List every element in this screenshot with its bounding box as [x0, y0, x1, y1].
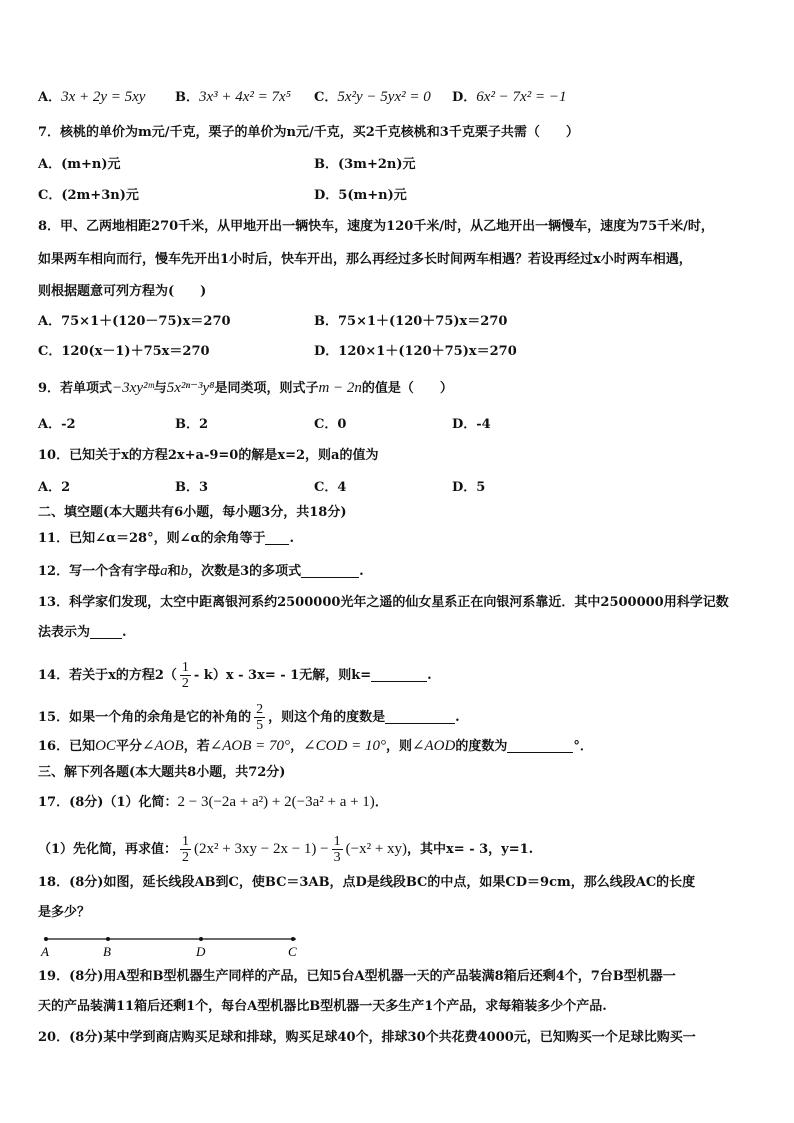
- q8-option-c: C．120(x－1)＋75x＝270: [38, 344, 210, 359]
- q17-expression: 2 − 3(−2a + a²) + 2(−3a² + a + 1): [177, 794, 375, 810]
- q19-line1: 19．(8分)用A型和B型机器生产同样的产品，已知5台A型机器一天的产品装满8箱后还剩4个，7台B型机器一: [38, 969, 676, 984]
- q18-line-segment-figure: [36, 928, 336, 958]
- q16-answer-blank: [507, 738, 573, 753]
- option-a-math: 3x + 2y = 5xy: [61, 89, 146, 105]
- q13-line2: 法表示为 .: [38, 625, 127, 640]
- q15-answer-blank: [385, 709, 455, 724]
- q8-line1: 8．甲、乙两地相距270千米，从甲地开出一辆快车，速度为120千米/时，从乙地开出一辆慢车，速度为75千米/时，: [38, 219, 714, 234]
- q9-monomial-2: 5x²ⁿ⁻³y⁸: [166, 380, 215, 396]
- q7-option-c: C．(2m+3n)元: [38, 188, 139, 203]
- q9-option-b: B．2: [175, 417, 209, 432]
- q9-expression: m − 2n: [318, 380, 362, 396]
- section-2-heading: 二、填空题(本大题共有6小题，每小题3分，共18分): [38, 505, 347, 520]
- q9-option-c: C．0: [314, 417, 347, 432]
- q7-option-d: D．5(m+n)元: [314, 188, 407, 203]
- q7-option-a: A．(m+n)元: [38, 157, 121, 172]
- q7-stem: 7．核桃的单价为m元/千克，栗子的单价为n元/千克，买2千克核桃和3千克栗子共需（ ）: [38, 125, 579, 140]
- section-3-heading: 三、解下列各题(本大题共8小题，共72分): [38, 765, 286, 780]
- q20-line1: 20．(8分)某中学到商店购买足球和排球，购买足球40个，排球30个共花费4000元，已知购买一个足球比购买一: [38, 1030, 696, 1045]
- point-c-dot: [291, 937, 295, 941]
- q9-monomial-1: −3xy²ᵐ: [112, 380, 154, 396]
- q13-line1: 13．科学家们发现，太空中距离银河系约2500000光年之遥的仙女星系正在向银河系靠近．其中2500000用科学记数: [38, 595, 729, 610]
- point-a-label: A: [41, 944, 49, 958]
- q8-option-b: B．75×1＋(120＋75)x＝270: [314, 314, 508, 329]
- q12: 12．写一个含有字母a和b，次数是3的多项式 .: [38, 563, 364, 579]
- q16: 16．已知OC平分∠AOB，若∠AOB = 70°，∠COD = 10°，则∠AOD的度数为 °．: [38, 738, 593, 754]
- q8-line3: 则根据题意可列方程为( ): [38, 284, 207, 299]
- option-d: D．6x² − 7x² = −1: [452, 89, 567, 105]
- q10-option-b: B．3: [175, 480, 209, 495]
- q12-answer-blank: [301, 563, 359, 578]
- q15: 15．如果一个角的余角是它的补角的 $\frac{2}{5}$ ，则这个角的度数是 .: [38, 702, 460, 733]
- q11-answer-blank: [265, 530, 289, 545]
- q15-fraction: $\frac{2}{5}$: [256, 702, 264, 733]
- q10-option-a: A．2: [38, 480, 71, 495]
- point-b-label: B: [103, 944, 111, 958]
- q10-stem: 10．已知关于x的方程2x+a-9=0的解是x=2，则a的值为: [38, 448, 379, 463]
- option-c-math: 5x²y − 5yx² = 0: [337, 89, 431, 105]
- q14-answer-blank: [371, 667, 427, 682]
- option-c: C．5x²y − 5yx² = 0: [314, 89, 431, 105]
- q8-line2: 如果两车相向而行，慢车先开出1小时后，快车开出，那么再经过多长时间两车相遇？若设再经过x小时两车相遇，: [38, 252, 692, 267]
- q18-line2: 是多少？: [38, 905, 91, 920]
- point-a-dot: [44, 937, 48, 941]
- point-b-dot: [106, 937, 110, 941]
- q9-option-a: A．-2: [38, 417, 76, 432]
- q8-option-d: D．120×1＋(120＋75)x＝270: [314, 344, 517, 359]
- q13-answer-blank: [90, 624, 122, 639]
- point-c-label: C: [288, 944, 297, 958]
- q11: 11．已知∠α＝28°，则∠α的余角等于 .: [38, 531, 295, 546]
- q7-option-b: B．(3m+2n)元: [314, 157, 416, 172]
- option-d-math: 6x² − 7x² = −1: [476, 89, 567, 105]
- q9-option-d: D．-4: [452, 417, 491, 432]
- q17-part1: 17．(8分)（1）化简：2 − 3(−2a + a²) + 2(−3a² + a + 1)．: [38, 794, 388, 810]
- point-d-label: D: [196, 944, 206, 958]
- option-b-math: 3x³ + 4x² = 7x⁵: [199, 89, 291, 105]
- q14: 14．若关于x的方程2（ $\frac{1}{2}$ - k）x - 3x= - 1无解，则k= .: [38, 660, 432, 691]
- q10-option-d: D．5: [452, 480, 486, 495]
- q19-line2: 天的产品装满11箱后还剩1个，每台A型机器比B型机器一天多生产1个产品，求每箱装多少个产品.: [38, 999, 607, 1014]
- q17-half-fraction: $\frac{1}{2}$: [182, 834, 190, 865]
- q9-stem: 9．若单项式−3xy²ᵐ与5x²ⁿ⁻³y⁸是同类项，则式子m − 2n的值是（ ）: [38, 380, 453, 396]
- option-a: A．3x + 2y = 5xy: [38, 89, 146, 105]
- q17-part2: （1）先化简，再求值： $\frac{1}{2}$ (2x² + 3xy − 2x − 1) − $\frac{1}{3}$ (−x² + xy)，其中x= - 3，y=1.: [38, 834, 534, 865]
- q17-third-fraction: $\frac{1}{3}$: [333, 834, 341, 865]
- point-d-dot: [199, 937, 203, 941]
- q14-fraction: $\frac{1}{2}$: [181, 660, 189, 691]
- q18-line1: 18．(8分)如图，延长线段AB到C，使BC＝3AB，点D是线段BC的中点，如果CD＝9cm，那么线段AC的长度: [38, 875, 696, 890]
- q8-option-a: A．75×1＋(120－75)x＝270: [38, 314, 231, 329]
- q10-option-c: C．4: [314, 480, 347, 495]
- option-b: B．3x³ + 4x² = 7x⁵: [175, 89, 291, 105]
